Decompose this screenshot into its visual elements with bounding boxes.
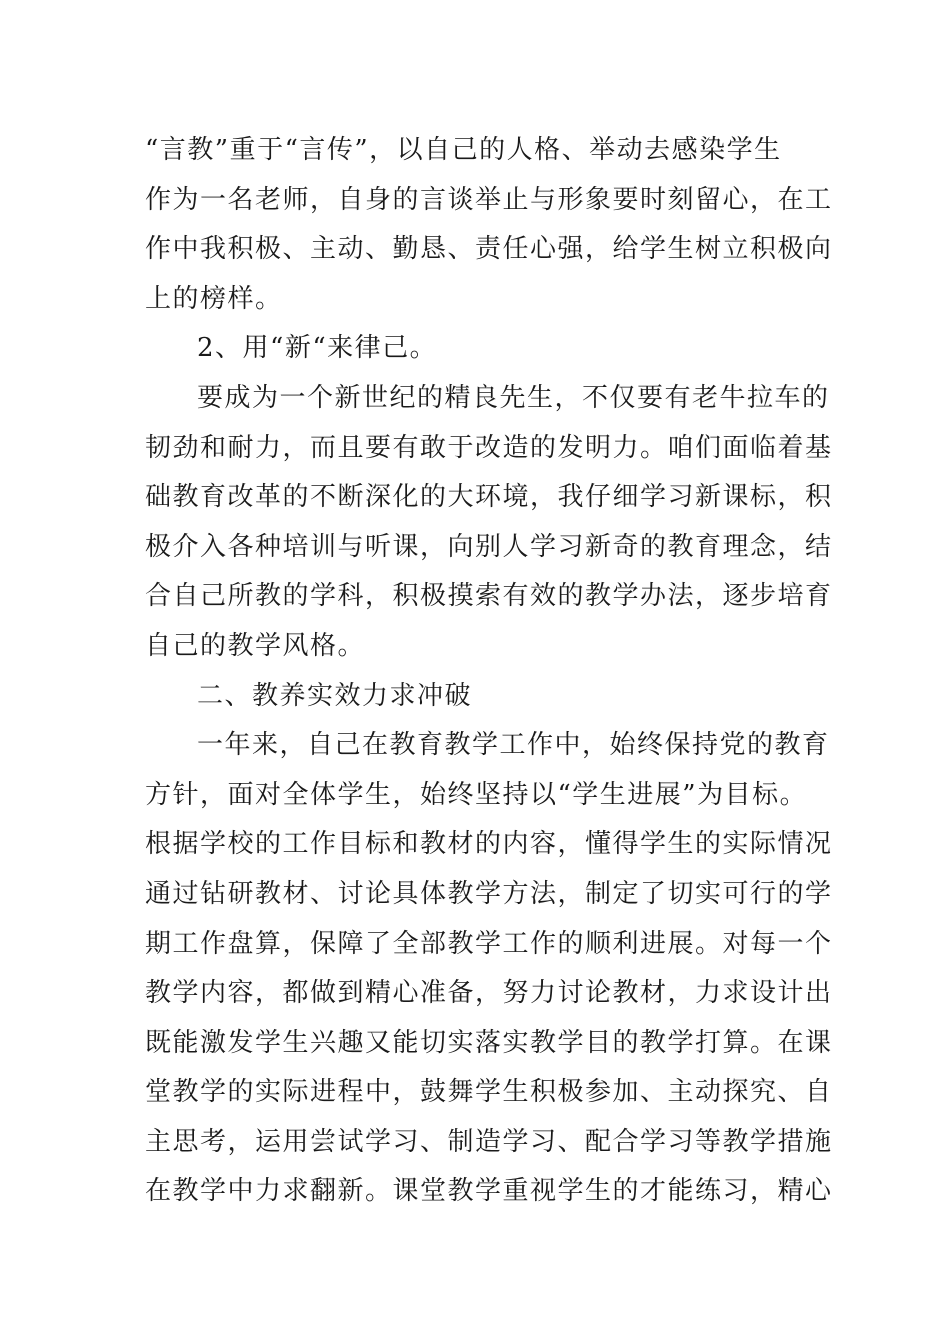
text-line: 根据学校的工作目标和教材的内容，懂得学生的实际情况 (145, 829, 833, 860)
document-body (145, 126, 833, 1217)
text-line: 作为一名老师，自身的言谈举止与形象要时刻留心，在工 (145, 184, 833, 215)
text-line: 极介入各种培训与听课，向别人学习新奇的教育理念，结 (145, 531, 833, 562)
text-line: 主思考，运用尝试学习、制造学习、配合学习等教学措施 (145, 1126, 833, 1157)
text-line: 础教育改革的不断深化的大环境，我仔细学习新课标，积 (145, 482, 833, 513)
text-line: 堂教学的实际进程中，鼓舞学生积极参加、主动探究、自 (145, 1077, 833, 1108)
text-line: 韧劲和耐力，而且要有敢于改造的发明力。咱们面临着基 (145, 432, 833, 463)
text-line: 期工作盘算，保障了全部教学工作的顺利进展。对每一个 (145, 928, 833, 959)
section-heading: 2、用“新“来律己。 (197, 333, 438, 364)
text-line: “言教”重于“言传”，以自己的人格、举动去感染学生 (145, 135, 782, 165)
text-line: 合自己所教的学科，积极摸索有效的教学办法，逐步培育 (145, 581, 833, 612)
text-line: 方针，面对全体学生，始终坚持以“学生进展”为目标。 (145, 779, 808, 810)
text-line: 要成为一个新世纪的精良先生，不仅要有老牛拉车的 (197, 382, 830, 413)
text-line: 通过钻研教材、讨论具体教学方法，制定了切实可行的学 (145, 878, 833, 909)
text-line: 作中我积极、主动、勤恳、责任心强，给学生树立积极向 (145, 234, 833, 265)
text-line: 上的榜样。 (145, 283, 283, 314)
section-heading: 二、教养实效力求冲破 (197, 680, 473, 711)
text-line: 在教学中力求翻新。课堂教学重视学生的才能练习，精心 (145, 1176, 833, 1207)
text-line: 既能激发学生兴趣又能切实落实教学目的教学打算。在课 (145, 1027, 833, 1058)
text-line: 一年来，自己在教育教学工作中，始终保持党的教育 (197, 730, 830, 761)
text-line: 教学内容，都做到精心准备，努力讨论教材，力求设计出 (145, 978, 833, 1009)
text-line: 自己的教学风格。 (145, 630, 366, 661)
